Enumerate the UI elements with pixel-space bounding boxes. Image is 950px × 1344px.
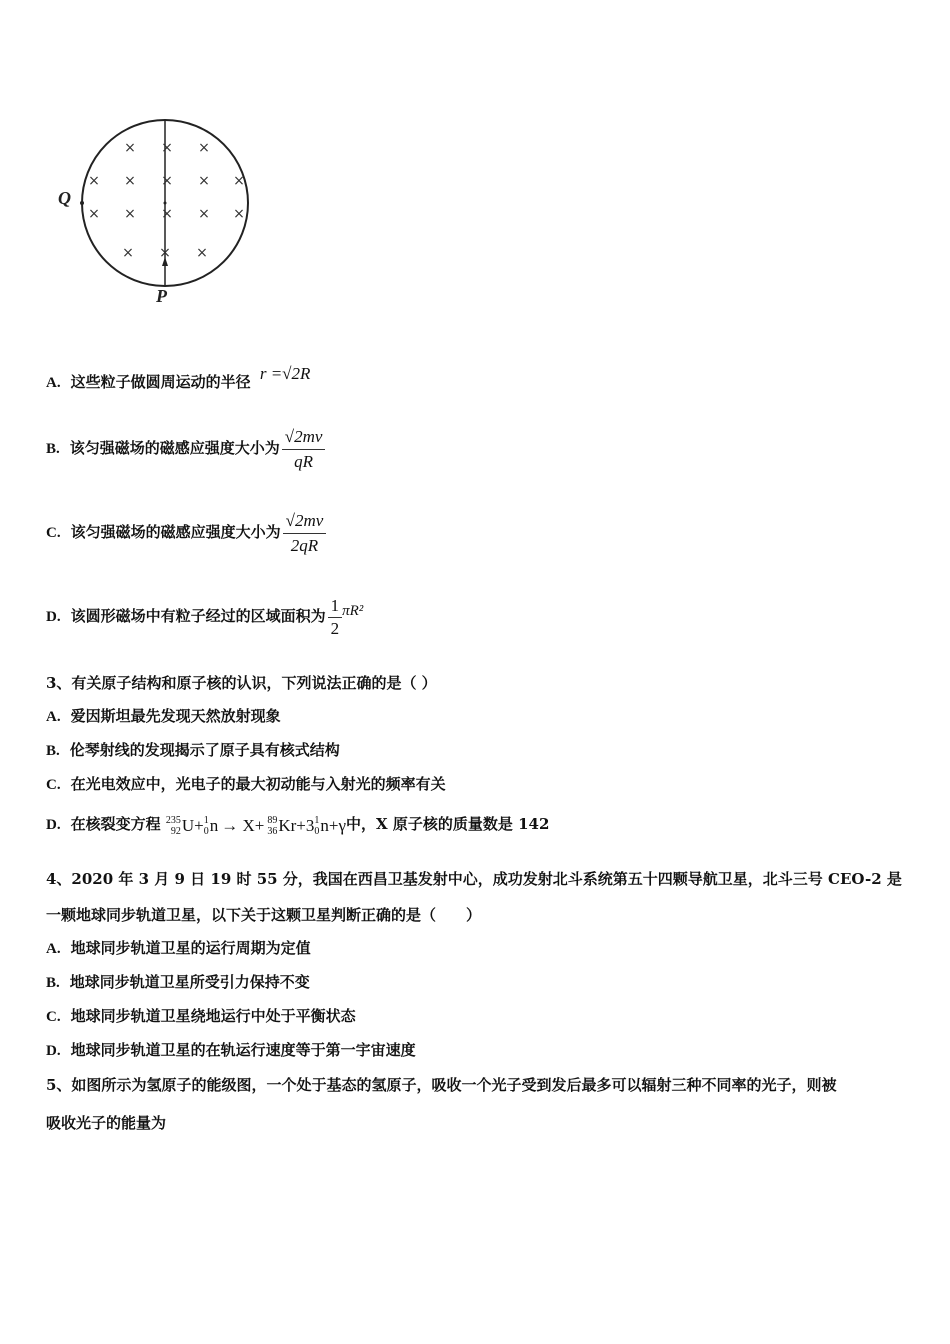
field-crosses bbox=[88, 140, 245, 261]
area-tail: πR² bbox=[342, 603, 364, 619]
magnetic-field-figure bbox=[50, 112, 270, 312]
cross-mark: × bbox=[161, 206, 173, 222]
cross-mark: × bbox=[161, 173, 173, 189]
point-q-dot bbox=[80, 201, 84, 205]
option-text: 地球同步轨道卫星所受引力保持不变 bbox=[69, 973, 310, 991]
option-letter: A. bbox=[46, 941, 61, 957]
field-strength-fraction bbox=[282, 425, 326, 474]
label-q: Q bbox=[58, 188, 71, 208]
q4-option-c[interactable] bbox=[46, 1006, 356, 1027]
q4-option-b[interactable] bbox=[46, 972, 310, 993]
q2-option-b[interactable] bbox=[46, 422, 325, 475]
option-letter: D. bbox=[46, 1043, 61, 1059]
option-letter: C. bbox=[46, 525, 61, 541]
cross-mark: × bbox=[124, 140, 136, 156]
cross-mark: × bbox=[233, 173, 245, 189]
option-text: 该圆形磁场中有粒子经过的区域面积为 bbox=[70, 607, 326, 625]
option-letter: A. bbox=[46, 709, 61, 725]
cross-mark: × bbox=[122, 245, 134, 261]
q4-option-a[interactable] bbox=[46, 938, 311, 959]
q4-option-d[interactable] bbox=[46, 1040, 416, 1061]
fraction-denominator: qR bbox=[294, 451, 314, 471]
q3-stem: 3、有关原子结构和原子核的认识，下列说法正确的是（ ） bbox=[46, 674, 437, 692]
fission-equation: 235 92 U+ 1 0 n → X+ 89 36 Kr+3 1 0 n+γ bbox=[165, 815, 346, 837]
option-text-before: 在核裂变方程 bbox=[70, 815, 161, 833]
q2-option-c[interactable] bbox=[46, 506, 326, 559]
option-text-after: 中，X 原子核的质量数是 142 bbox=[345, 815, 550, 833]
option-text: 该匀强磁场的磁感应强度大小为 bbox=[70, 523, 281, 541]
option-text: 地球同步轨道卫星的在轨运行速度等于第一宇宙速度 bbox=[70, 1041, 416, 1059]
q4-stem-line1: 4、2020 年 3 月 9 日 19 时 55 分，我国在西昌卫基发射中心，成功发射北斗系统第五十四颗导航卫星，北斗三号 CEO-2 是 bbox=[46, 870, 902, 888]
fraction-denominator: 2 bbox=[330, 618, 340, 638]
area-fraction bbox=[328, 595, 343, 640]
option-letter: B. bbox=[46, 743, 60, 759]
q3-option-b[interactable] bbox=[46, 740, 340, 761]
option-letter: C. bbox=[46, 777, 61, 793]
option-letter: C. bbox=[46, 1009, 61, 1025]
radius-formula: r =√2R bbox=[259, 364, 311, 383]
cross-mark: × bbox=[124, 206, 136, 222]
q3-option-c[interactable] bbox=[46, 774, 446, 795]
center-dot bbox=[164, 202, 167, 205]
cross-mark: × bbox=[196, 245, 208, 261]
option-letter: B. bbox=[46, 441, 60, 457]
option-text: 爱因斯坦最先发现天然放射现象 bbox=[70, 707, 281, 725]
cross-mark: × bbox=[198, 173, 210, 189]
fraction-numerator: 1 bbox=[328, 595, 343, 618]
cross-mark: × bbox=[88, 206, 100, 222]
option-letter: D. bbox=[46, 817, 61, 833]
cross-mark: × bbox=[124, 173, 136, 189]
option-text: 伦琴射线的发现揭示了原子具有核式结构 bbox=[69, 741, 340, 759]
option-text: 这些粒子做圆周运动的半径 bbox=[70, 373, 251, 391]
fraction-numerator: √2mv bbox=[283, 509, 327, 534]
cross-mark: × bbox=[159, 245, 171, 261]
option-text: 该匀强磁场的磁感应强度大小为 bbox=[69, 439, 280, 457]
q5-stem-line2: 吸收光子的能量为 bbox=[46, 1114, 167, 1132]
fraction-denominator: 2qR bbox=[290, 535, 319, 555]
cross-mark: × bbox=[198, 206, 210, 222]
q2-option-a[interactable] bbox=[46, 364, 311, 393]
option-text: 在光电效应中，光电子的最大初动能与入射光的频率有关 bbox=[70, 775, 446, 793]
option-text: 地球同步轨道卫星绕地运行中处于平衡状态 bbox=[70, 1007, 356, 1025]
q3-option-d[interactable] bbox=[46, 806, 549, 850]
option-text: 地球同步轨道卫星的运行周期为定值 bbox=[70, 939, 311, 957]
cross-mark: × bbox=[161, 140, 173, 156]
q2-option-d[interactable] bbox=[46, 590, 363, 643]
option-letter: D. bbox=[46, 609, 61, 625]
q4-stem-line2: 一颗地球同步轨道卫星，以下关于这颗卫星判断正确的是（ ） bbox=[46, 906, 482, 924]
cross-mark: × bbox=[198, 140, 210, 156]
option-letter: A. bbox=[46, 375, 61, 391]
field-strength-fraction bbox=[283, 509, 327, 558]
cross-mark: × bbox=[233, 206, 245, 222]
q5-stem-line1: 5、如图所示为氢原子的能级图，一个处于基态的氢原子，吸收一个光子受到发后最多可以辐射三种不同率的光子，则被 bbox=[46, 1076, 837, 1094]
option-letter: B. bbox=[46, 975, 60, 991]
q3-option-a[interactable] bbox=[46, 706, 281, 727]
fraction-numerator: √2mv bbox=[282, 425, 326, 450]
label-p: P bbox=[156, 286, 167, 306]
cross-mark: × bbox=[88, 173, 100, 189]
